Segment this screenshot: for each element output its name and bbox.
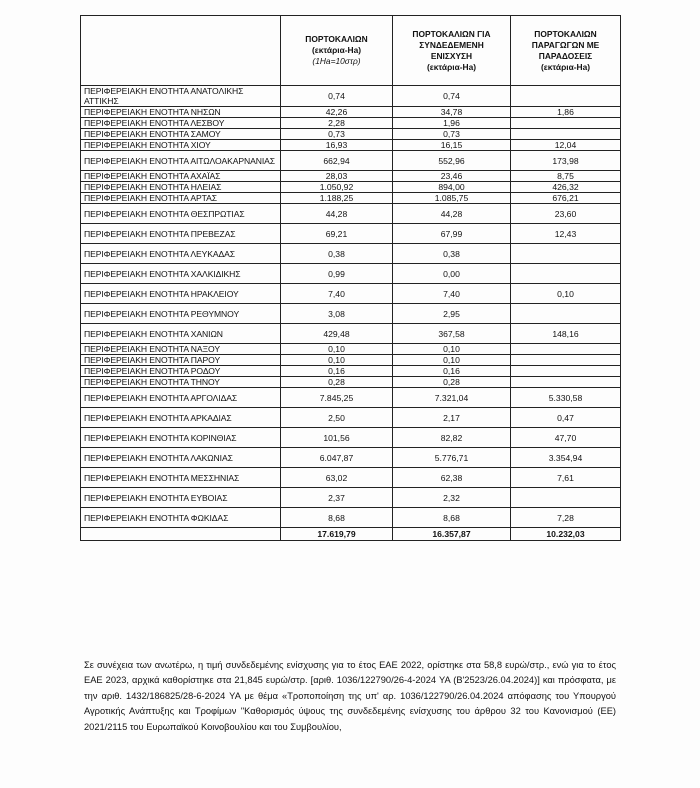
deliveries-cell — [511, 304, 621, 324]
totals-row — [81, 528, 621, 541]
table-row — [81, 488, 621, 508]
coupled-cell: 82,82 — [393, 428, 511, 448]
deliveries-cell — [511, 86, 621, 107]
deliveries-cell: 47,70 — [511, 428, 621, 448]
deliveries-cell: 676,21 — [511, 193, 621, 204]
coupled-cell: 2,17 — [393, 408, 511, 428]
coupled-cell: 0,00 — [393, 264, 511, 284]
table-row — [81, 107, 621, 118]
totals-label — [81, 528, 281, 541]
deliveries-cell: 1,86 — [511, 107, 621, 118]
region-cell: ΠΕΡΙΦΕΡΕΙΑΚΗ ΕΝΟΤΗΤΑ ΧΑΛΚΙΔΙΚΗΣ — [81, 264, 281, 284]
header-deliveries-line3: ΠΑΡΑΔΟΣΕΙΣ — [538, 50, 593, 61]
deliveries-cell: 426,32 — [511, 182, 621, 193]
region-cell: ΠΕΡΙΦΕΡΕΙΑΚΗ ΕΝΟΤΗΤΑ ΛΕΣΒΟΥ — [81, 118, 281, 129]
table-row — [81, 468, 621, 488]
coupled-cell: 0,16 — [393, 366, 511, 377]
coupled-cell: 5.776,71 — [393, 448, 511, 468]
deliveries-cell: 8,75 — [511, 171, 621, 182]
coupled-cell: 0,10 — [393, 344, 511, 355]
region-cell: ΠΕΡΙΦΕΡΕΙΑΚΗ ΕΝΟΤΗΤΑ ΠΡΕΒΕΖΑΣ — [81, 224, 281, 244]
table-row — [81, 193, 621, 204]
coupled-cell: 16,15 — [393, 140, 511, 151]
total-cell: 16,93 — [281, 140, 393, 151]
coupled-cell: 894,00 — [393, 182, 511, 193]
table-row — [81, 224, 621, 244]
table-row — [81, 304, 621, 324]
region-cell: ΠΕΡΙΦΕΡΕΙΑΚΗ ΕΝΟΤΗΤΑ ΕΥΒΟΙΑΣ — [81, 488, 281, 508]
table-row — [81, 324, 621, 344]
deliveries-cell: 7,28 — [511, 508, 621, 528]
region-cell: ΠΕΡΙΦΕΡΕΙΑΚΗ ΕΝΟΤΗΤΑ ΧΙΟΥ — [81, 140, 281, 151]
total-cell: 429,48 — [281, 324, 393, 344]
table-row — [81, 244, 621, 264]
total-cell: 1.188,25 — [281, 193, 393, 204]
coupled-cell: 7,40 — [393, 284, 511, 304]
totals-coupled: 16.357,87 — [393, 528, 511, 541]
header-total-area — [281, 16, 393, 86]
header-region — [81, 16, 281, 86]
region-cell: ΠΕΡΙΦΕΡΕΙΑΚΗ ΕΝΟΤΗΤΑ ΛΑΚΩΝΙΑΣ — [81, 448, 281, 468]
total-cell: 0,10 — [281, 355, 393, 366]
region-cell: ΠΕΡΙΦΕΡΕΙΑΚΗ ΕΝΟΤΗΤΑ ΑΝΑΤΟΛΙΚΗΣ ΑΤΤΙΚΗΣ — [81, 86, 281, 107]
coupled-cell: 8,68 — [393, 508, 511, 528]
region-cell: ΠΕΡΙΦΕΡΕΙΑΚΗ ΕΝΟΤΗΤΑ ΝΑΞΟΥ — [81, 344, 281, 355]
coupled-cell: 67,99 — [393, 224, 511, 244]
total-cell: 7,40 — [281, 284, 393, 304]
table-row — [81, 118, 621, 129]
deliveries-cell: 5.330,58 — [511, 388, 621, 408]
table-row — [81, 171, 621, 182]
deliveries-cell: 7,61 — [511, 468, 621, 488]
total-cell: 101,56 — [281, 428, 393, 448]
total-cell: 2,28 — [281, 118, 393, 129]
table-row — [81, 388, 621, 408]
header-total-note: (1Ha=10στρ) — [312, 56, 361, 66]
region-cell: ΠΕΡΙΦΕΡΕΙΑΚΗ ΕΝΟΤΗΤΑ ΑΧΑΪΑΣ — [81, 171, 281, 182]
deliveries-cell: 148,16 — [511, 324, 621, 344]
total-cell: 0,16 — [281, 366, 393, 377]
total-cell: 2,50 — [281, 408, 393, 428]
region-cell: ΠΕΡΙΦΕΡΕΙΑΚΗ ΕΝΟΤΗΤΑ ΜΕΣΣΗΝΙΑΣ — [81, 468, 281, 488]
region-cell: ΠΕΡΙΦΕΡΕΙΑΚΗ ΕΝΟΤΗΤΑ ΗΡΑΚΛΕΙΟΥ — [81, 284, 281, 304]
total-cell: 0,28 — [281, 377, 393, 388]
region-cell: ΠΕΡΙΦΕΡΕΙΑΚΗ ΕΝΟΤΗΤΑ ΣΑΜΟΥ — [81, 129, 281, 140]
totals-total: 17.619,79 — [281, 528, 393, 541]
region-cell: ΠΕΡΙΦΕΡΕΙΑΚΗ ΕΝΟΤΗΤΑ ΑΙΤΩΛΟΑΚΑΡΝΑΝΙΑΣ — [81, 151, 281, 171]
coupled-cell: 2,95 — [393, 304, 511, 324]
deliveries-cell — [511, 244, 621, 264]
total-cell: 69,21 — [281, 224, 393, 244]
deliveries-cell — [511, 129, 621, 140]
total-cell: 0,99 — [281, 264, 393, 284]
total-cell: 7.845,25 — [281, 388, 393, 408]
coupled-cell: 0,38 — [393, 244, 511, 264]
coupled-cell: 34,78 — [393, 107, 511, 118]
coupled-cell: 2,32 — [393, 488, 511, 508]
total-cell: 0,73 — [281, 129, 393, 140]
total-cell: 662,94 — [281, 151, 393, 171]
total-cell: 2,37 — [281, 488, 393, 508]
total-cell: 8,68 — [281, 508, 393, 528]
table-body — [81, 86, 621, 528]
deliveries-cell — [511, 377, 621, 388]
region-cell: ΠΕΡΙΦΕΡΕΙΑΚΗ ΕΝΟΤΗΤΑ ΑΡΤΑΣ — [81, 193, 281, 204]
total-cell: 0,74 — [281, 86, 393, 107]
header-coupled-unit: (εκτάρια-Ha) — [426, 61, 477, 72]
region-cell: ΠΕΡΙΦΕΡΕΙΑΚΗ ΕΝΟΤΗΤΑ ΘΕΣΠΡΩΤΙΑΣ — [81, 204, 281, 224]
coupled-cell: 0,74 — [393, 86, 511, 107]
coupled-cell: 0,73 — [393, 129, 511, 140]
body-paragraph: Σε συνέχεια των ανωτέρω, η τιμή συνδεδεμένης ενίσχυσης για το έτος ΕΑΕ 2022, ορίστηκε στα 58,8 ευρώ/στρ., ενώ για το έτος ΕΑΕ 2023, αρχικά καθορίστηκε στα 21,845 ευρώ/στρ. [αριθ. 1036/122790/26-4-2024 ΥΑ (Β'2523/26.04.2024)] και πρόσφατα, με την αριθ. 1432/186825/28-6-2024 ΥΑ με θέμα «Τροποποίηση της υπ' αρ. 1036/122790/26.04.2024 απόφασης του Υπουργού Αγροτικής Ανάπτυξης και Τροφίμων "Καθορισμός ύψους της συνδεδεμένης ενίσχυσης του άρθρου 32 του Κανονισμού (ΕΕ) 2021/2115 του Ευρωπαϊκού Κοινοβουλίου και του Συμβουλίου, — [84, 660, 616, 732]
table-row — [81, 508, 621, 528]
coupled-cell: 44,28 — [393, 204, 511, 224]
total-cell: 6.047,87 — [281, 448, 393, 468]
table-row — [81, 182, 621, 193]
table-row — [81, 448, 621, 468]
table-row — [81, 355, 621, 366]
header-total-title: ΠΟΡΤΟΚΑΛΙΩΝ — [305, 34, 368, 44]
deliveries-cell — [511, 344, 621, 355]
table-row — [81, 366, 621, 377]
total-cell: 28,03 — [281, 171, 393, 182]
total-cell: 44,28 — [281, 204, 393, 224]
total-cell: 0,10 — [281, 344, 393, 355]
header-total-unit: (εκτάρια-Ha) — [311, 45, 362, 55]
deliveries-cell: 0,47 — [511, 408, 621, 428]
table-header-row — [81, 16, 621, 86]
coupled-cell: 0,28 — [393, 377, 511, 388]
coupled-cell: 1,96 — [393, 118, 511, 129]
deliveries-cell — [511, 118, 621, 129]
deliveries-cell — [511, 488, 621, 508]
region-cell: ΠΕΡΙΦΕΡΕΙΑΚΗ ΕΝΟΤΗΤΑ ΝΗΣΩΝ — [81, 107, 281, 118]
header-coupled-line3: ΕΝΙΣΧΥΣΗ — [430, 50, 473, 61]
region-cell: ΠΕΡΙΦΕΡΕΙΑΚΗ ΕΝΟΤΗΤΑ ΛΕΥΚΑΔΑΣ — [81, 244, 281, 264]
region-cell: ΠΕΡΙΦΕΡΕΙΑΚΗ ΕΝΟΤΗΤΑ ΡΕΘΥΜΝΟΥ — [81, 304, 281, 324]
header-coupled-line2: ΣΥΝΔΕΔΕΜΕΝΗ — [419, 39, 484, 50]
header-deliveries-line1: ΠΟΡΤΟΚΑΛΙΩΝ — [534, 28, 597, 39]
region-cell: ΠΕΡΙΦΕΡΕΙΑΚΗ ΕΝΟΤΗΤΑ ΗΛΕΙΑΣ — [81, 182, 281, 193]
total-cell: 42,26 — [281, 107, 393, 118]
region-cell: ΠΕΡΙΦΕΡΕΙΑΚΗ ΕΝΟΤΗΤΑ ΦΩΚΙΔΑΣ — [81, 508, 281, 528]
header-coupled-line1: ΠΟΡΤΟΚΑΛΙΩΝ ΓΙΑ — [412, 28, 491, 39]
table-row — [81, 428, 621, 448]
coupled-cell: 1.085,75 — [393, 193, 511, 204]
deliveries-cell — [511, 366, 621, 377]
region-cell: ΠΕΡΙΦΕΡΕΙΑΚΗ ΕΝΟΤΗΤΑ ΑΡΚΑΔΙΑΣ — [81, 408, 281, 428]
deliveries-cell: 12,04 — [511, 140, 621, 151]
table-row — [81, 204, 621, 224]
table-row — [81, 284, 621, 304]
table-row — [81, 344, 621, 355]
total-cell: 3,08 — [281, 304, 393, 324]
table-row — [81, 408, 621, 428]
deliveries-cell: 173,98 — [511, 151, 621, 171]
table-row — [81, 129, 621, 140]
deliveries-cell: 0,10 — [511, 284, 621, 304]
coupled-cell: 23,46 — [393, 171, 511, 182]
coupled-cell: 62,38 — [393, 468, 511, 488]
table-row — [81, 264, 621, 284]
header-deliveries-area — [511, 16, 621, 86]
deliveries-cell — [511, 355, 621, 366]
coupled-cell: 552,96 — [393, 151, 511, 171]
table-row — [81, 140, 621, 151]
total-cell: 0,38 — [281, 244, 393, 264]
deliveries-cell: 23,60 — [511, 204, 621, 224]
deliveries-cell — [511, 264, 621, 284]
region-cell: ΠΕΡΙΦΕΡΕΙΑΚΗ ΕΝΟΤΗΤΑ ΧΑΝΙΩΝ — [81, 324, 281, 344]
region-cell: ΠΕΡΙΦΕΡΕΙΑΚΗ ΕΝΟΤΗΤΑ ΠΑΡΟΥ — [81, 355, 281, 366]
deliveries-cell: 12,43 — [511, 224, 621, 244]
coupled-cell: 7.321,04 — [393, 388, 511, 408]
region-cell: ΠΕΡΙΦΕΡΕΙΑΚΗ ΕΝΟΤΗΤΑ ΤΗΝΟΥ — [81, 377, 281, 388]
deliveries-cell: 3.354,94 — [511, 448, 621, 468]
total-cell: 1.050,92 — [281, 182, 393, 193]
table-row — [81, 151, 621, 171]
total-cell: 63,02 — [281, 468, 393, 488]
header-deliveries-unit: (εκτάρια-Ha) — [540, 61, 591, 72]
header-deliveries-line2: ΠΑΡΑΓΩΓΩΝ ΜΕ — [531, 39, 600, 50]
coupled-cell: 367,58 — [393, 324, 511, 344]
region-cell: ΠΕΡΙΦΕΡΕΙΑΚΗ ΕΝΟΤΗΤΑ ΡΟΔΟΥ — [81, 366, 281, 377]
region-cell: ΠΕΡΙΦΕΡΕΙΑΚΗ ΕΝΟΤΗΤΑ ΚΟΡΙΝΘΙΑΣ — [81, 428, 281, 448]
table-row — [81, 377, 621, 388]
region-cell: ΠΕΡΙΦΕΡΕΙΑΚΗ ΕΝΟΤΗΤΑ ΑΡΓΟΛΙΔΑΣ — [81, 388, 281, 408]
totals-deliveries: 10.232,03 — [511, 528, 621, 541]
orange-area-table — [80, 15, 621, 541]
header-coupled-area — [393, 16, 511, 86]
table-row — [81, 86, 621, 107]
coupled-cell: 0,10 — [393, 355, 511, 366]
